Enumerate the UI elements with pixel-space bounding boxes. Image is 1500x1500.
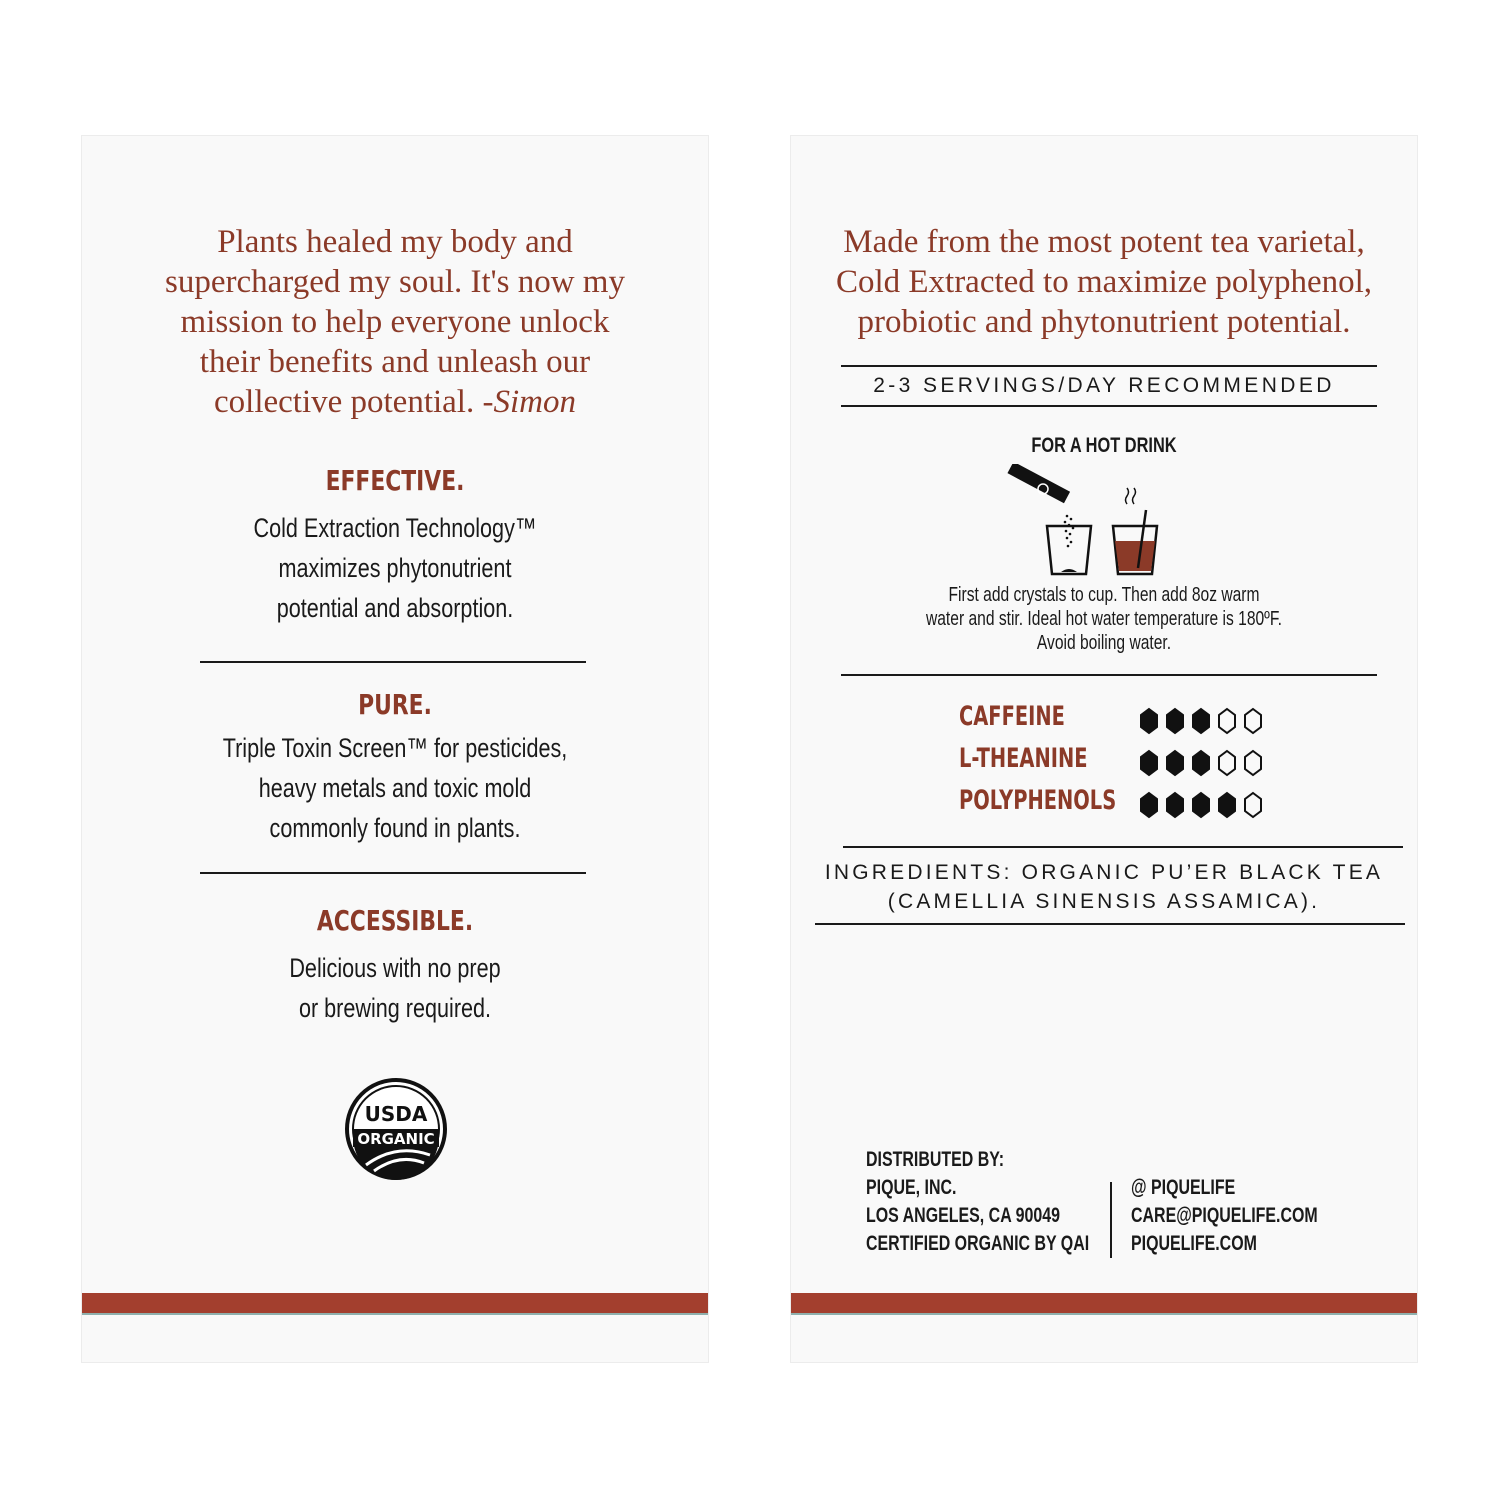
distributor-line: CERTIFIED ORGANIC BY QAI	[866, 1232, 1090, 1255]
section-line: maximizes phytonutrient	[278, 553, 512, 583]
accent-line	[82, 1313, 708, 1315]
intro-line: Cold Extracted to maximize polyphenol,	[835, 264, 1373, 300]
distributor-line: LOS ANGELES, CA 90049	[866, 1204, 1060, 1227]
meter-dots	[1139, 791, 1269, 824]
meter-marker-empty	[1245, 751, 1261, 775]
left-panel	[81, 135, 709, 1363]
brand-stripe	[791, 1293, 1417, 1313]
intro-line: Made from the most potent tea varietal,	[843, 224, 1365, 260]
distributor-info	[866, 1146, 1089, 1258]
meter-marker-empty	[1245, 793, 1261, 817]
crystal-stick-icon	[1007, 464, 1070, 503]
preparation-illustration	[1005, 464, 1175, 580]
badge-bottom-text: ORGANIC	[357, 1130, 435, 1148]
social-handle: @ PIQUELIFE	[1131, 1176, 1236, 1199]
ingredients-line: INGREDIENTS: ORGANIC PU’ER BLACK TEA	[824, 861, 1384, 884]
meter-marker-filled	[1167, 751, 1183, 775]
meter-marker-filled	[1141, 709, 1157, 733]
section-line: commonly found in plants.	[269, 813, 521, 843]
quote-line: mission to help everyone unlock	[180, 304, 610, 340]
meter-label: L-THEANINE	[959, 743, 1088, 774]
divider	[841, 405, 1377, 407]
distributor-line: PIQUE, INC.	[866, 1176, 957, 1199]
section-line: potential and absorption.	[276, 593, 514, 623]
meter-marker-filled	[1193, 709, 1209, 733]
section-body-pure	[145, 728, 646, 848]
meter-label: POLYPHENOLS	[959, 785, 1117, 816]
section-heading-accessible: ACCESSIBLE.	[316, 904, 474, 937]
meter-scale	[1139, 707, 1269, 735]
vertical-divider	[1110, 1182, 1112, 1258]
falling-crystals-icon	[1064, 515, 1075, 548]
meter-marker-filled	[1141, 751, 1157, 775]
instruction-line: water and stir. Ideal hot water temperature is 180ºF.	[925, 608, 1283, 630]
section-heading-pure: PURE.	[358, 688, 432, 721]
meter-dots	[1139, 707, 1269, 740]
badge-top-text: USDA	[364, 1102, 428, 1126]
meter-marker-empty	[1219, 751, 1235, 775]
meter-scale	[1139, 749, 1269, 777]
quote-line: supercharged my soul. It's now my	[165, 264, 625, 300]
brand-stripe	[82, 1293, 708, 1313]
meter-scale	[1139, 791, 1269, 819]
meter-marker-empty	[1219, 709, 1235, 733]
divider	[843, 846, 1403, 848]
quote-line	[82, 382, 708, 422]
website: PIQUELIFE.COM	[1131, 1232, 1257, 1255]
section-line: Cold Extraction Technology™	[253, 513, 537, 543]
tea-cup-icon	[1113, 488, 1157, 574]
meter-marker-empty	[1245, 709, 1261, 733]
contact-email: CARE@PIQUELIFE.COM	[1131, 1204, 1318, 1227]
instruction-line: Avoid boiling water.	[1036, 632, 1172, 654]
meter-marker-filled	[1167, 709, 1183, 733]
right-panel	[790, 135, 1418, 1363]
section-line: heavy metals and toxic mold	[258, 773, 532, 803]
meter-marker-filled	[1193, 793, 1209, 817]
meter-marker-filled	[1219, 793, 1235, 817]
hot-drink-title: FOR A HOT DRINK	[1031, 434, 1177, 457]
divider	[841, 674, 1377, 676]
meter-marker-filled	[1141, 793, 1157, 817]
product-intro	[791, 222, 1417, 342]
distributor-line: DISTRIBUTED BY:	[866, 1148, 1005, 1171]
accent-line	[791, 1313, 1417, 1315]
ingredients	[791, 858, 1417, 916]
hot-drink-instructions	[860, 583, 1348, 655]
quote-line: Plants healed my body and	[217, 224, 573, 260]
section-line: Triple Toxin Screen™ for pesticides,	[222, 733, 568, 763]
meter-marker-filled	[1193, 751, 1209, 775]
section-body-effective	[145, 508, 646, 628]
section-line: Delicious with no prep	[289, 953, 501, 983]
quote-signature: -Simon	[482, 384, 576, 420]
divider	[815, 923, 1405, 925]
ingredients-line: (CAMELLIA SINENSIS ASSAMICA).	[887, 890, 1321, 913]
founder-quote	[82, 222, 708, 422]
meter-label: CAFFEINE	[959, 701, 1065, 732]
divider	[200, 661, 586, 663]
quote-line: their benefits and unleash our	[199, 344, 591, 380]
divider	[841, 365, 1377, 367]
servings-recommendation: 2-3 SERVINGS/DAY RECOMMENDED	[873, 374, 1335, 397]
contact-info	[1131, 1174, 1318, 1258]
divider	[200, 872, 586, 874]
quote-last-line: collective potential.	[214, 384, 475, 420]
usda-organic-seal-icon	[344, 1077, 448, 1181]
meter-marker-filled	[1167, 793, 1183, 817]
section-heading-effective: EFFECTIVE.	[325, 464, 465, 497]
intro-line: probiotic and phytonutrient potential.	[857, 304, 1351, 340]
section-line: or brewing required.	[298, 993, 492, 1023]
instruction-line: First add crystals to cup. Then add 8oz warm	[948, 584, 1260, 606]
section-body-accessible	[145, 948, 646, 1028]
meter-dots	[1139, 749, 1269, 782]
